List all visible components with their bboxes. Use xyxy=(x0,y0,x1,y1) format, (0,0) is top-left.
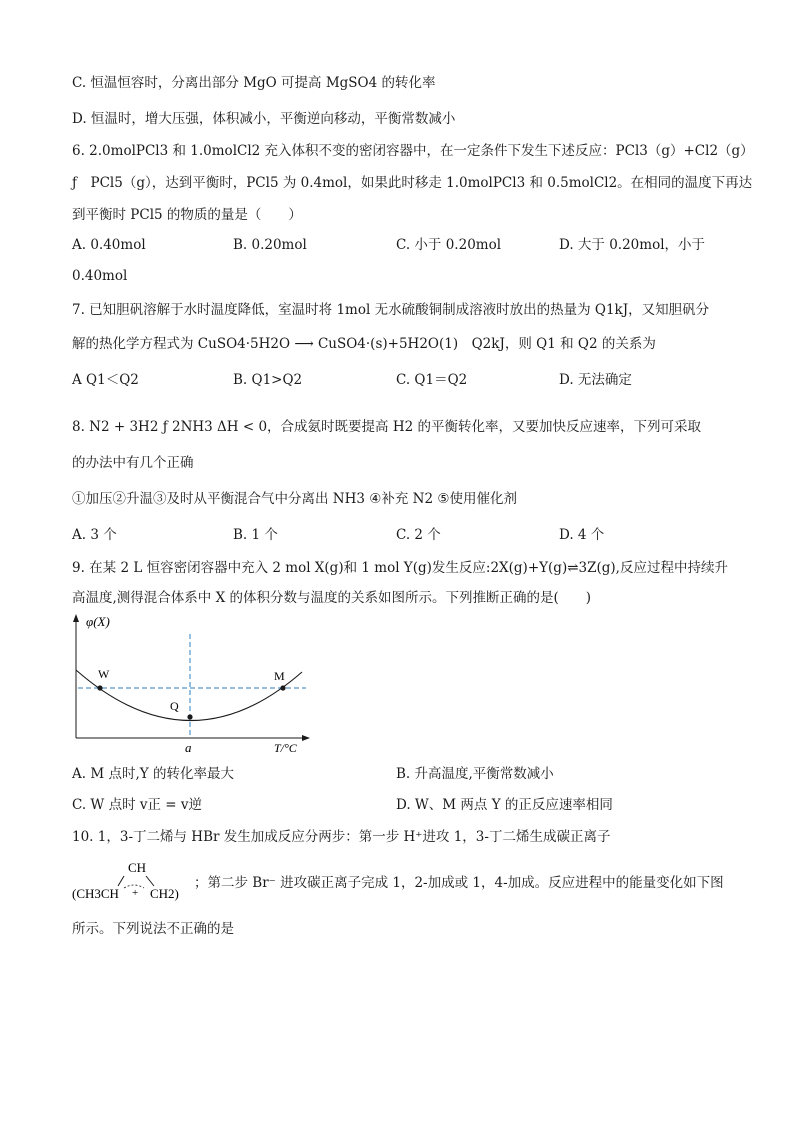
q6-option-d-cont: 0.40mol xyxy=(72,268,128,284)
q10-stem-line1: 10. 1，3-丁二烯与 HBr 发生加成反应分两步：第一步 H⁺进攻 1，3-丁二烯生成碳正离子 xyxy=(72,829,611,845)
q6-stem-line1: 6. 2.0molPCl3 和 1.0molCl2 充入体积不变的密闭容器中，在一定条件下发生下述反应：PCl3（g）+Cl2（g） xyxy=(72,143,754,159)
q8-option-a: A. 3 个 xyxy=(72,527,117,543)
q8-option-d: D. 4 个 xyxy=(559,527,605,543)
option-d-prev: D. 恒温时，增大压强，体积减小，平衡逆向移动，平衡常数减小 xyxy=(72,111,456,127)
bond-right xyxy=(146,876,154,886)
q7-option-b: B. Q1>Q2 xyxy=(233,372,303,388)
q10-stem-line3: 所示。下列说法不正确的是 xyxy=(72,921,234,937)
q9-stem-line2: 高温度,测得混合体系中 X 的体积分数与温度的关系如图所示。下列推断正确的是( ) xyxy=(72,590,592,606)
q6-stem-line3: 到平衡时 PCl5 的物质的量是（ ） xyxy=(72,207,302,223)
x-axis-label: T/°C xyxy=(274,741,297,754)
q10-stem-line2: ；第二步 Br⁻ 进攻碳正离子完成 1，2-加成或 1，4-加成。反应进程中的能量变化如下图 xyxy=(194,875,724,891)
x-axis-arrow xyxy=(302,735,310,741)
q8-stem-line2: 的办法中有几个正确 xyxy=(72,455,194,471)
q6-option-b: B. 0.20mol xyxy=(233,237,307,253)
y-axis-arrow xyxy=(73,614,79,622)
q9-option-c: C. W 点时 v正 = v逆 xyxy=(72,797,203,813)
q7-option-c: C. Q1＝Q2 xyxy=(396,372,468,388)
q7-option-a: A Q1＜Q2 xyxy=(72,372,139,388)
mol-left: (CH3CH xyxy=(72,886,119,901)
label-q: Q xyxy=(170,699,179,713)
tick-a: a xyxy=(185,740,192,754)
q9-stem-line1: 9. 在某 2 L 恒容密闭容器中充入 2 mol X(g)和 1 mol Y(g)发生反应:2X(g)+Y(g)⇌3Z(g),反应过程中持续升 xyxy=(72,560,728,576)
point-q xyxy=(187,714,192,719)
q9-option-d: D. W、M 两点 Y 的正反应速率相同 xyxy=(396,797,613,813)
curve xyxy=(76,670,302,721)
q8-option-c: C. 2 个 xyxy=(396,527,441,543)
mol-right: CH2) xyxy=(150,886,179,901)
y-axis-label: φ(X) xyxy=(86,614,110,629)
option-c-prev: C. 恒温恒容时，分离出部分 MgO 可提高 MgSO4 的转化率 xyxy=(72,75,436,91)
mol-plus: + xyxy=(132,887,139,899)
q7-option-d: D. 无法确定 xyxy=(559,372,632,388)
q6-option-a: A. 0.40mol xyxy=(72,237,146,253)
q7-stem-line1: 7. 已知胆矾溶解于水时温度降低，室温时将 1mol 无水硫酸铜制成溶液时放出的热量为 Q1kJ，又知胆矾分 xyxy=(72,302,710,318)
q8-conditions: ①加压②升温③及时从平衡混合气中分离出 NH3 ④补充 N2 ⑤使用催化剂 xyxy=(72,491,517,507)
q8-stem-line1: 8. N2 + 3H2 ƒ 2NH3 ΔH < 0，合成氨时既要提高 H2 的平衡转化率，又要加快反应速率，下列可采取 xyxy=(72,419,702,435)
mol-top: CH xyxy=(128,860,147,875)
bond-left xyxy=(118,876,124,886)
q9-option-a: A. M 点时,Y 的转化率最大 xyxy=(72,766,234,782)
label-w: W xyxy=(98,667,110,681)
q9-option-b: B. 升高温度,平衡常数减小 xyxy=(396,766,554,782)
q9-graph xyxy=(66,612,316,754)
q6-option-c: C. 小于 0.20mol xyxy=(396,237,502,253)
q7-stem-line2: 解的热化学方程式为 CuSO4·5H2O ⟶ CuSO4·(s)+5H2O(1) Q2kJ，则 Q1 和 Q2 的关系为 xyxy=(72,336,656,352)
point-w xyxy=(97,685,102,690)
q6-stem-line2: ƒ PCl5（g），达到平衡时，PCl5 为 0.4mol，如果此时移走 1.0molPCl3 和 0.5molCl2。在相同的温度下再达 xyxy=(72,175,753,191)
q8-option-b: B. 1 个 xyxy=(233,527,278,543)
carbocation-structure xyxy=(72,858,192,906)
label-m: M xyxy=(274,669,285,683)
q6-option-d: D. 大于 0.20mol，小于 xyxy=(559,237,706,253)
point-m xyxy=(280,685,285,690)
